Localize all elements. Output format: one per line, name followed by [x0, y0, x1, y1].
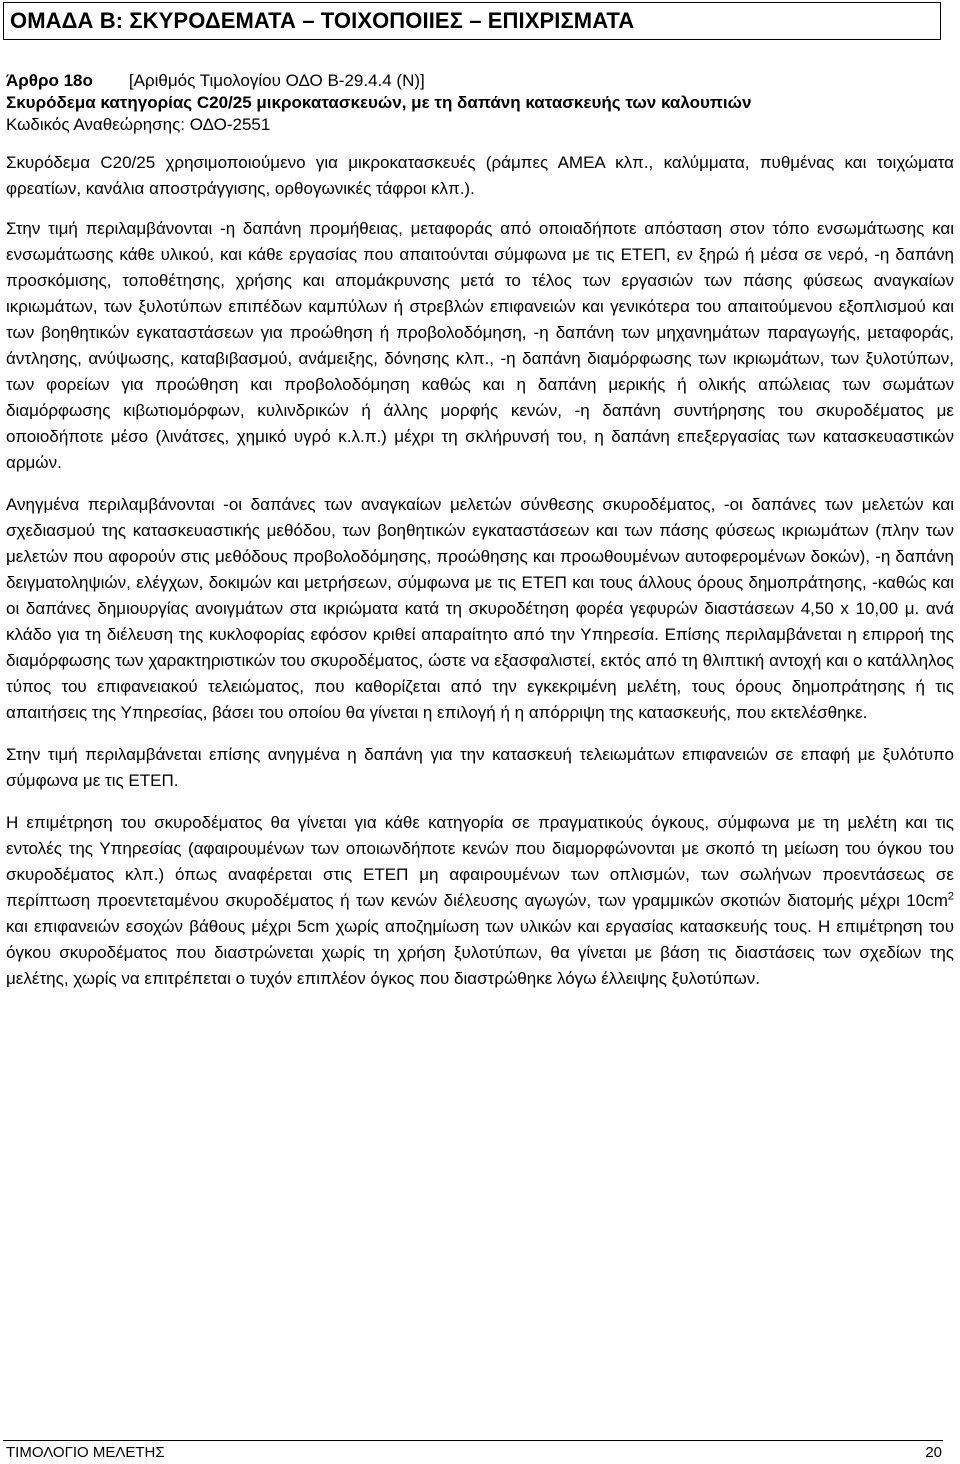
- article-heading: [6, 70, 954, 136]
- document-body: [6, 70, 954, 992]
- paragraph-reduced-costs: Ανηγμένα περιλαμβάνονται -οι δαπάνες των αναγκαίων μελετών σύνθεσης σκυροδέματος, -οι δαπάνες των μελετών και σχεδιασμού της κατασκευαστικής μεθόδου, των βοηθητικών εγκαταστάσεων και των πάσης φύσεως ικριωμάτων (πλην των μελετών που αφορούν στις μεθόδους προβολοδόμησης, προώθησης και προωθουμένων αυτοφερομένων δοκών), -η δαπάνη δειγματοληψιών, ελέγχων, δοκιμών και μετρήσεων, σύμφωνα με τις ΕΤΕΠ και τους άλλους όρους δημοπράτησης, -καθώς και οι δαπάνες δημιουργίας ανοιγμάτων στα ικριώματα κατά τη σκυροδέτηση φορέα γεφυρών διαστάσεων 4,50 x 10,00 μ. ανά κλάδο για τη διέλευση της κυκλοφορίας εφόσον κριθεί απαραίτητο από την Υπηρεσία. Επίσης περιλαμβάνεται η επιρροή της διαμόρφωσης των χαρακτηριστικών του σκυροδέματος, ώστε να εξασφαλιστεί, εκτός από τη θλιπτική αντοχή και ο κατάλληλος τύπος του επιφανειακού τελειώματος, που καθορίζεται από την εγκεκριμένη μελέτη, τους όρους δημοπράτησης ή τις απαιτήσεις της Υπηρεσίας, βάσει του οποίου θα γίνεται η επιλογή ή η απόρριψη της κατασκευής, που εκτελέσθηκε.: [6, 495, 954, 722]
- article-number: Άρθρο 18ο: [6, 71, 93, 90]
- paragraph-measurement: Η επιμέτρηση του σκυροδέματος θα γίνεται για κάθε κατηγορία σε πραγματικούς όγκους, σύμφωνα με τη μελέτη και τις εντολές της Υπηρεσίας (αφαιρουμένων των οποιωνδήποτε κενών που διαμορφώνονται με σκοπό τη μείωση του όγκου του σκυροδέματος κλπ.) όπως αναφέρεται στις ΕΤΕΠ μη αφαιρουμένων των οπλισμών, των σωλήνων προεντάσεως σε περίπτωση προεντεταμένου σκυροδέματος ή των κενών διέλευσης αγωγών, των γραμμικών σκοτιών διατομής μέχρι $10cm^2$ και επιφανειών εσοχών βάθους μέχρι 5cm χωρίς αποζημίωση των υλικών και εργασίας κατασκευής τους. Η επιμέτρηση του όγκου σκυροδέματος που διαστρώνεται χωρίς τη χρήση ξυλοτύπων, θα γίνεται με βάση τις διαστάσεις των σχεδίων της μελέτης, χωρίς να επιτρέπεται ο τυχόν επιπλέον όγκος που διαστρώθηκε λόγω έλλειψης ξυλοτύπων.: [6, 813, 954, 988]
- section-title: ΟΜΑΔΑ Β: ΣΚΥΡΟΔΕΜΑΤΑ – ΤΟΙΧΟΠΟΙΙΕΣ – ΕΠΙΧΡΙΣΜΑΤΑ: [10, 8, 635, 33]
- article-title: Σκυρόδεμα κατηγορίας C20/25 μικροκατασκευών, με τη δαπάνη κατασκευής των καλουπιών: [6, 93, 752, 112]
- price-reference: [Αριθμός Τιμολογίου ΟΔΟ Β-29.4.4 (Ν)]: [128, 71, 425, 90]
- section-header: [3, 2, 941, 40]
- article-number-line: [6, 70, 954, 92]
- footer-document-name: ΤΙΜΟΛΟΓΙΟ ΜΕΛΕΤΗΣ: [6, 1444, 165, 1461]
- paragraph-scope: Σκυρόδεμα C20/25 χρησιμοποιούμενο για μικροκατασκευές (ράμπες ΑΜΕΑ κλπ., καλύμματα, πυθμένας και τοιχώματα φρεατίων, κανάλια αποστράγγισης, ορθογωνικές τάφροι κλπ.).: [6, 153, 954, 198]
- paragraph-finishes: Στην τιμή περιλαμβάνεται επίσης ανηγμένα η δαπάνη για την κατασκευή τελειωμάτων επιφανειών σε επαφή με ξυλότυπο σύμφωνα με τις ΕΤΕΠ.: [6, 745, 954, 790]
- footer-page-number: 20: [925, 1444, 942, 1461]
- footer-divider: [3, 1440, 943, 1441]
- paragraph-price-includes: Στην τιμή περιλαμβάνονται -η δαπάνη προμήθειας, μεταφοράς από οποιαδήποτε απόσταση στον τόπο ενσωμάτωσης και ενσωμάτωσης κάθε υλικού, και κάθε εργασίας που απαιτούνται σύμφωνα με τις ΕΤΕΠ, εν ξηρώ ή μέσα σε νερό, -η δαπάνη προσκόμισης, τοποθέτησης, χρήσης και απομάκρυνσης μετά το τέλος των εργασιών των πάσης φύσεως αναγκαίων ικριωμάτων, των ξυλοτύπων επιπέδων καμπύλων ή στρεβλών επιφανειών και γενικότερα του απαιτούμενου εξοπλισμού και των βοηθητικών εγκαταστάσεων για προώθηση ή προβολοδόμηση, -η δαπάνη των μηχανημάτων παραγωγής, μεταφοράς, άντλησης, ανύψωσης, καταβιβασμού, ανάμειξης, δόνησης κλπ., -η δαπάνη διαμόρφωσης των ικριωμάτων, των ξυλοτύπων, των φορείων για προώθηση και προβολοδόμηση καθώς και η δαπάνη μερικής ή ολικής απώλειας των σωμάτων διαμόρφωσης κιβωτιομόρφων, κυλινδρικών ή άλλης μορφής κενών, -η δαπάνη συντήρησης του σκυροδέματος με οποιοδήποτε μέσο (λινάτσες, χημικό υγρό κ.λ.π.) μέχρι τη σκλήρυνσή του, η δαπάνη επεξεργασίας των κατασκευαστικών αρμών.: [6, 219, 954, 472]
- revision-code: Κωδικός Αναθεώρησης: ΟΔΟ-2551: [6, 115, 271, 134]
- superscript-2: 2: [947, 890, 954, 903]
